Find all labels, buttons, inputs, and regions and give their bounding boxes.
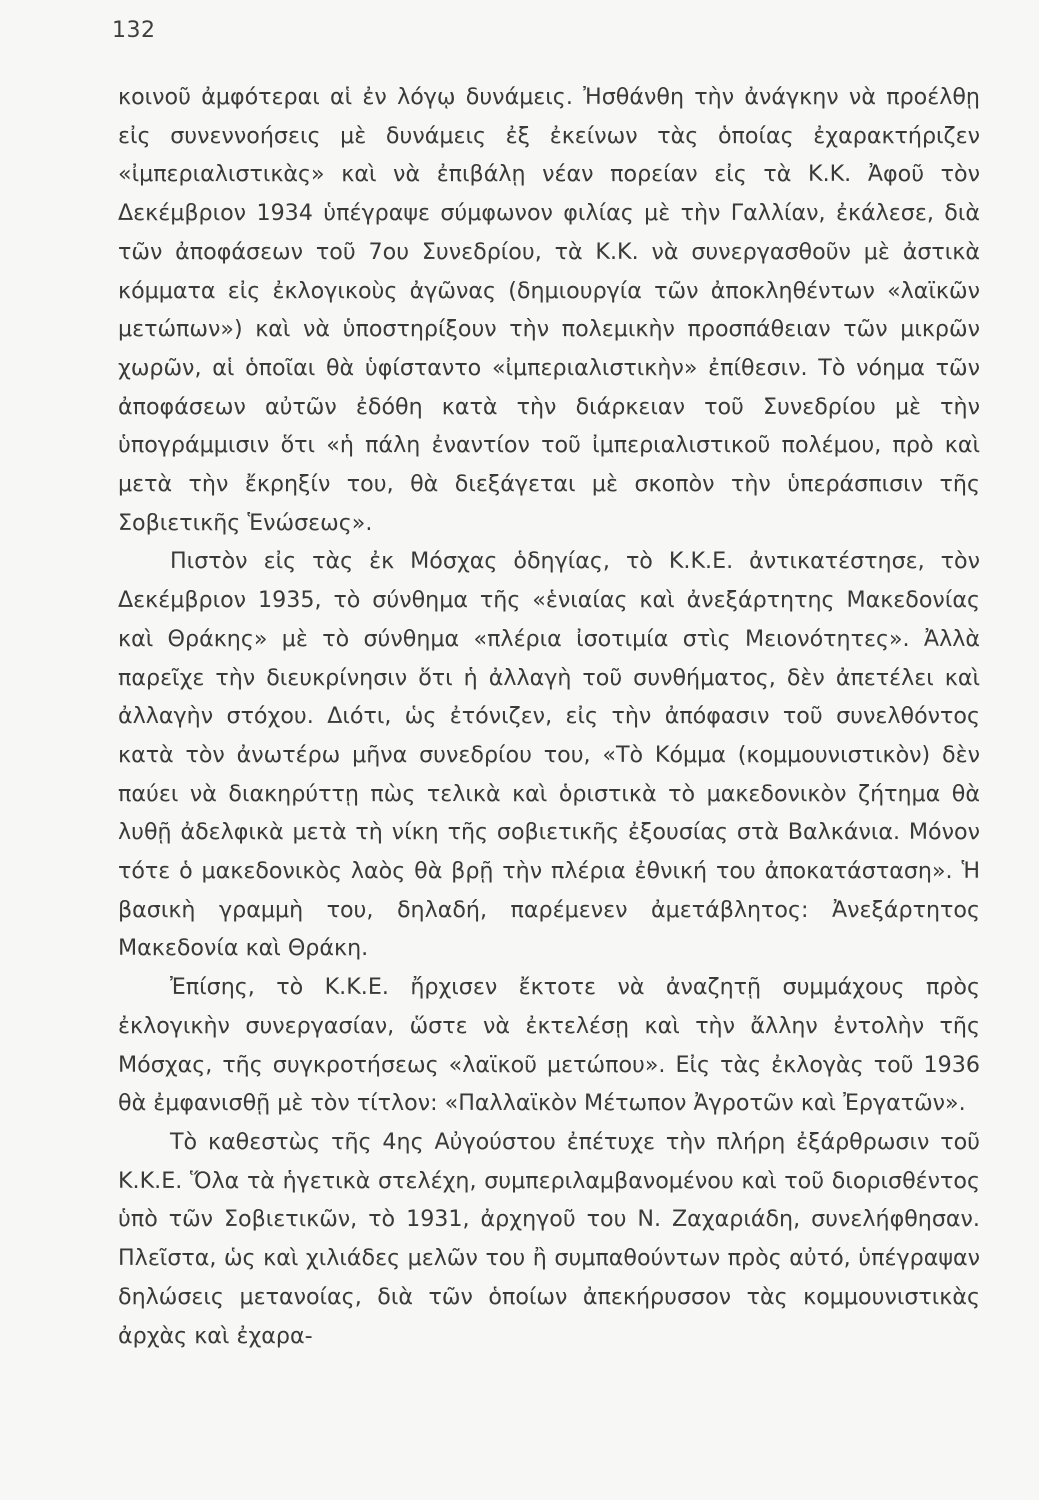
paragraph-4: Τὸ καθεστὼς τῆς 4ης Αὐγούστου ἐπέτυχε τὴν πλήρη ἐξάρθρωσιν τοῦ Κ.Κ.Ε. Ὅλα τὰ ἡγετικὰ στελέχη, συμπεριλαμβανομένου καὶ τοῦ διορισθέντος ὑπὸ τῶν Σοβιετικῶν, τὸ 1931, ἀρχηγοῦ του Ν. Ζαχαριάδη, συνελήφθησαν. Πλεῖστα, ὡς καὶ χιλιάδες μελῶν του ἢ συμπαθούντων πρὸς αὐτό, ὑπέγραψαν δηλώσεις μετανοίας, διὰ τῶν ὁποίων ἀπεκήρυσσον τὰς κομμουνιστικὰς ἀρχὰς καὶ ἐχαρα- [118,1128,980,1349]
paragraph-1: κοινοῦ ἀμφότεραι αἱ ἐν λόγῳ δυνάμεις. Ἠσθάνθη τὴν ἀνάγκην νὰ προέλθῃ εἰς συνεννοήσεις μὲ δυνάμεις ἐξ ἐκείνων τὰς ὁποίας ἐχαρακτήριζεν «ἰμπεριαλιστικὰς» καὶ νὰ ἐπιβάλῃ νέαν πορείαν εἰς τὰ Κ.Κ. Ἀφοῦ τὸν Δεκέμβριον 1934 ὑπέγραψε σύμφωνον φιλίας μὲ τὴν Γαλλίαν, ἐκάλεσε, διὰ τῶν ἀποφάσεων τοῦ 7ου Συνεδρίου, τὰ Κ.Κ. νὰ συνεργασθοῦν μὲ ἀστικὰ κόμματα εἰς ἐκλογικοὺς ἀγῶνας (δημιουργία τῶν ἀποκληθέντων «λαϊκῶν μετώπων») καὶ νὰ ὑποστηρίξουν τὴν πολεμικὴν προσπάθειαν τῶν μικρῶν χωρῶν, αἱ ὁποῖαι θὰ ὑφίσταντο «ἰμπεριαλιστικὴν» ἐπίθεσιν. Τὸ νόημα τῶν ἀποφάσεων αὐτῶν ἐδόθη κατὰ τὴν διάρκειαν τοῦ Συνεδρίου μὲ τὴν ὑπογράμμισιν ὅτι «ἡ πάλη ἐναντίον τοῦ ἰμπεριαλιστικοῦ πολέμου, πρὸ καὶ μετὰ τὴν ἔκρηξίν του, θὰ διεξάγεται μὲ σκοπὸν τὴν ὑπεράσπισιν τῆς Σοβιετικῆς Ἑνώσεως». [118,84,980,536]
page-number: 132 [112,18,156,43]
body-text [118,78,980,1355]
paragraph-3: Ἐπίσης, τὸ Κ.Κ.Ε. ἤρχισεν ἔκτοτε νὰ ἀναζητῇ συμμάχους πρὸς ἐκλογικὴν συνεργασίαν, ὥστε νὰ ἐκτελέσῃ καὶ τὴν ἄλλην ἐντολὴν τῆς Μόσχας, τῆς συγκροτήσεως «λαϊκοῦ μετώπου». Εἰς τὰς ἐκλογὰς τοῦ 1936 θὰ ἐμφανισθῇ μὲ τὸν τίτλον: «Παλλαϊκὸν Μέτωπον Ἀγροτῶν καὶ Ἐργατῶν». [118,974,980,1117]
paragraph-2: Πιστὸν εἰς τὰς ἐκ Μόσχας ὁδηγίας, τὸ Κ.Κ.Ε. ἀντικατέστησε, τὸν Δεκέμβριον 1935, τὸ σύνθημα τῆς «ἑνιαίας καὶ ἀνεξάρτητης Μακεδονίας καὶ Θράκης» μὲ τὸ σύνθημα «πλέρια ἰσοτιμία στὶς Μειονότητες». Ἀλλὰ παρεῖχε τὴν διευκρίνησιν ὅτι ἡ ἀλλαγὴ τοῦ συνθήματος, δὲν ἀπετέλει καὶ ἀλλαγὴν στόχου. Διότι, ὡς ἐτόνιζεν, εἰς τὴν ἀπόφασιν τοῦ συνελθόντος κατὰ τὸν ἀνωτέρω μῆνα συνεδρίου του, «Τὸ Κόμμα (κομμουνιστικὸν) δὲν παύει νὰ διακηρύττῃ πὼς τελικὰ καὶ ὁριστικὰ τὸ μακεδονικὸν ζήτημα θὰ λυθῇ ἀδελφικὰ μετὰ τὴ νίκη τῆς σοβιετικῆς ἐξουσίας στὰ Βαλκάνια. Μόνον τότε ὁ μακεδονικὸς λαὸς θὰ βρῇ τὴν πλέρια ἐθνική του ἀποκατάσταση». Ἡ βασικὴ γραμμὴ του, δηλαδή, παρέμενεν ἀμετάβλητος: Ἀνεξάρτητος Μακεδονία καὶ Θράκη. [118,548,980,962]
